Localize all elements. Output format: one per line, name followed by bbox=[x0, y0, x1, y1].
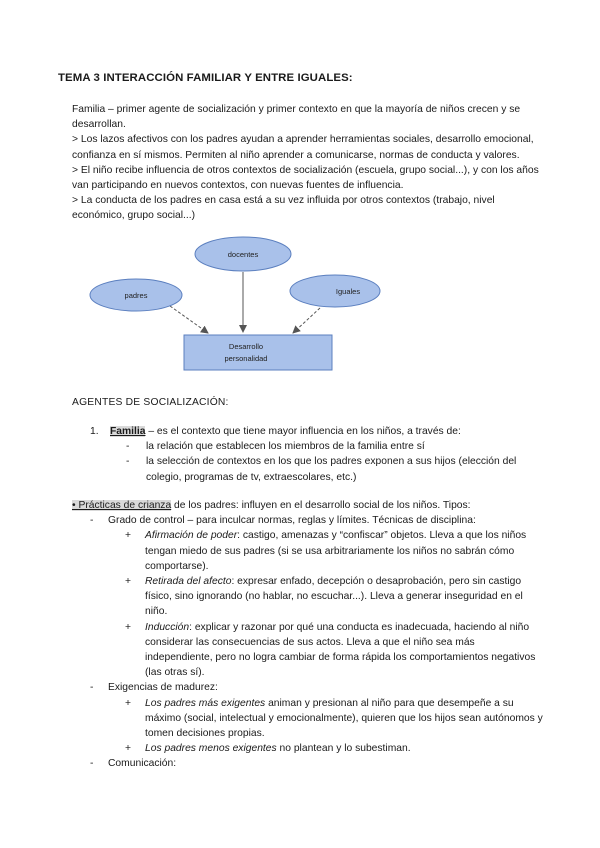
list-item-madurez: - Exigencias de madurez: + Los padres más exigentes animan y presionan al niño para que desempeñe a su máximo (social, intelectual y emocionalmente), quieren que los hijos sean autónomos y tomen decisiones propias. + Los padres menos exigentes no plantean y lo subestiman. bbox=[72, 680, 544, 756]
sublist-item: + Inducción: explicar y razonar por qué una conducta es inadecuada, haciendo al niño considerar las consecuencias de sus actos. Lleva a que el niño sea más independiente, pero no logra cambiar de forma rápida los comportamientos negativos (las otras sí). bbox=[125, 621, 536, 679]
list-item-control: - Grado de control – para inculcar normas, reglas y límites. Técnicas de disciplina: + Afirmación de poder: castigo, amenazas y “confiscar” objetos. Lleva a que los niños tengan miedo de sus padres (si se usa arbitrariamente los niños no sabrán cómo comportarse). + Retirada del afecto: expresar enfado, decepción o desaprobación, pero sin castigo físico, sino ignorando (no hablar, no escuchar...). Lleva a generar inseguridad en el niño. + Inducción: explicar y razonar por qué una conducta es inadecuada, haciendo al niño considerar las consecuencias de sus actos. Lleva a que el niño sea más independiente, pero no logra cambiar de forma rápida los comportamientos negativos (las otras sí). bbox=[72, 513, 544, 680]
madurez-label: Exigencias de madurez: bbox=[108, 682, 218, 694]
practicas-section bbox=[72, 498, 544, 772]
sublist-item: + Los padres más exigentes animan y presionan al niño para que desempeñe a su máximo (social, intelectual y emocionalmente), quieren que los hijos sean autónomos y tomen decisiones propias. bbox=[125, 697, 543, 740]
list-number: 1. bbox=[90, 426, 99, 437]
intro-line: > Los lazos afectivos con los padres ayudan a aprender herramientas sociales, desarrollo emocional, confianza en sí mismos. Permiten al niño aprender a comunicarse, normas de conducta y valores. bbox=[72, 134, 534, 161]
item-term: Afirmación de poder bbox=[145, 530, 238, 542]
node-padres-label: padres bbox=[124, 291, 148, 300]
familia-list bbox=[90, 439, 540, 485]
list-item-text: la selección de contextos en los que los padres exponen a sus hijos (elección del colegio, programas de tv, extraescolares, etc.) bbox=[146, 456, 517, 483]
item-term: Los padres menos exigentes bbox=[145, 743, 277, 755]
node-docentes-label: docentes bbox=[227, 250, 259, 259]
list-item: - la relación que establecen los miembros de la familia entre sí bbox=[126, 441, 425, 453]
socialization-diagram bbox=[80, 236, 420, 376]
sublist-item: + Los padres menos exigentes no plantean y lo subestiman. bbox=[125, 743, 411, 755]
list-item: - la selección de contextos en los que los padres exponen a sus hijos (elección del colegio, programas de tv, extraescolares, etc.) bbox=[126, 456, 517, 483]
intro-line: > La conducta de los padres en casa está a su vez influida por otros contextos (trabajo, nivel económico, grupo social...) bbox=[72, 195, 495, 222]
item-term: Inducción bbox=[145, 621, 190, 633]
target-label-line2: personalidad bbox=[224, 354, 268, 363]
practicas-list bbox=[72, 513, 544, 771]
intro-line: Familia – primer agente de socialización y primer contexto en que la mayoría de niños crecen y se desarrollan. bbox=[72, 104, 521, 131]
arrow-padres bbox=[170, 306, 208, 333]
familia-text: – es el contexto que tiene mayor influencia en los niños, a través de: bbox=[145, 426, 461, 437]
comunicacion-label: Comunicación: bbox=[108, 758, 177, 770]
page-title: TEMA 3 INTERACCIÓN FAMILIAR Y ENTRE IGUALES: bbox=[58, 72, 353, 84]
practicas-term: Prácticas de crianza bbox=[78, 500, 172, 511]
intro-paragraph bbox=[72, 102, 542, 224]
familia-lead bbox=[110, 424, 540, 439]
sublist-item: + Retirada del afecto: expresar enfado, decepción o desaprobación, pero sin castigo físico, sino ignorando (no hablar, no escuchar...). Lleva a generar inseguridad en el niño. bbox=[125, 576, 523, 618]
list-item-comunicacion: - Comunicación: bbox=[90, 758, 177, 770]
item-term: Los padres más exigentes bbox=[145, 697, 266, 709]
control-sublist bbox=[108, 528, 544, 680]
node-iguales-label: Iguales bbox=[335, 287, 361, 296]
sublist-item: + Afirmación de poder: castigo, amenazas y “confiscar” objetos. Lleva a que los niños tengan miedo de sus padres (si se usa arbitrariamente los niños no sabrán cómo comportarse). bbox=[125, 530, 527, 572]
agentes-heading: AGENTES DE SOCIALIZACIÓN: bbox=[72, 397, 229, 408]
bullet: • bbox=[72, 500, 79, 511]
practicas-term-wrap bbox=[72, 500, 171, 511]
arrow-iguales bbox=[293, 308, 320, 333]
item-term: Retirada del afecto bbox=[145, 576, 232, 588]
madurez-sublist bbox=[108, 696, 544, 757]
item-text: : castigo, amenazas y “confiscar” objetos. Lleva a que los niños tengan miedo de sus padres (si se usa arbitrariamente los niños no sabrán cómo comportarse). bbox=[145, 530, 527, 572]
familia-term: Familia bbox=[110, 426, 146, 437]
list-item-text: la relación que establecen los miembros de la familia entre sí bbox=[146, 441, 425, 453]
target-box bbox=[184, 335, 332, 370]
practicas-lead bbox=[72, 498, 544, 513]
familia-section bbox=[90, 424, 540, 485]
intro-line: > El niño recibe influencia de otros contextos de socialización (escuela, grupo social...), y con los años van participando en nuevos contextos, con nuevas fuentes de influencia. bbox=[72, 164, 539, 192]
item-text: animan y presionan al niño para que desempeñe a su máximo (social, intelectual y emocionalmente), quieren que los hijos sean autónomos y tomen decisiones propias. bbox=[145, 697, 543, 740]
control-label: Grado de control – para inculcar normas, reglas y límites. Técnicas de disciplina: bbox=[108, 515, 476, 527]
item-text: : expresar enfado, decepción o desaprobación, pero sin castigo físico, sino ignorando (no hablar, no escuchar...). Lleva a generar inseguridad en el niño. bbox=[145, 576, 523, 618]
target-label-line1: Desarrollo bbox=[228, 342, 264, 351]
item-text: no plantean y lo subestiman. bbox=[276, 743, 411, 755]
practicas-text: de los padres: influyen en el desarrollo social de los niños. Tipos: bbox=[171, 500, 471, 511]
item-text: : explicar y razonar por qué una conducta es inadecuada, haciendo al niño considerar las consecuencias de sus actos. Lleva a que el niño sea más independiente, pero no logra cambiar de forma rápida los comportamientos negativos (las otras sí). bbox=[145, 621, 536, 679]
